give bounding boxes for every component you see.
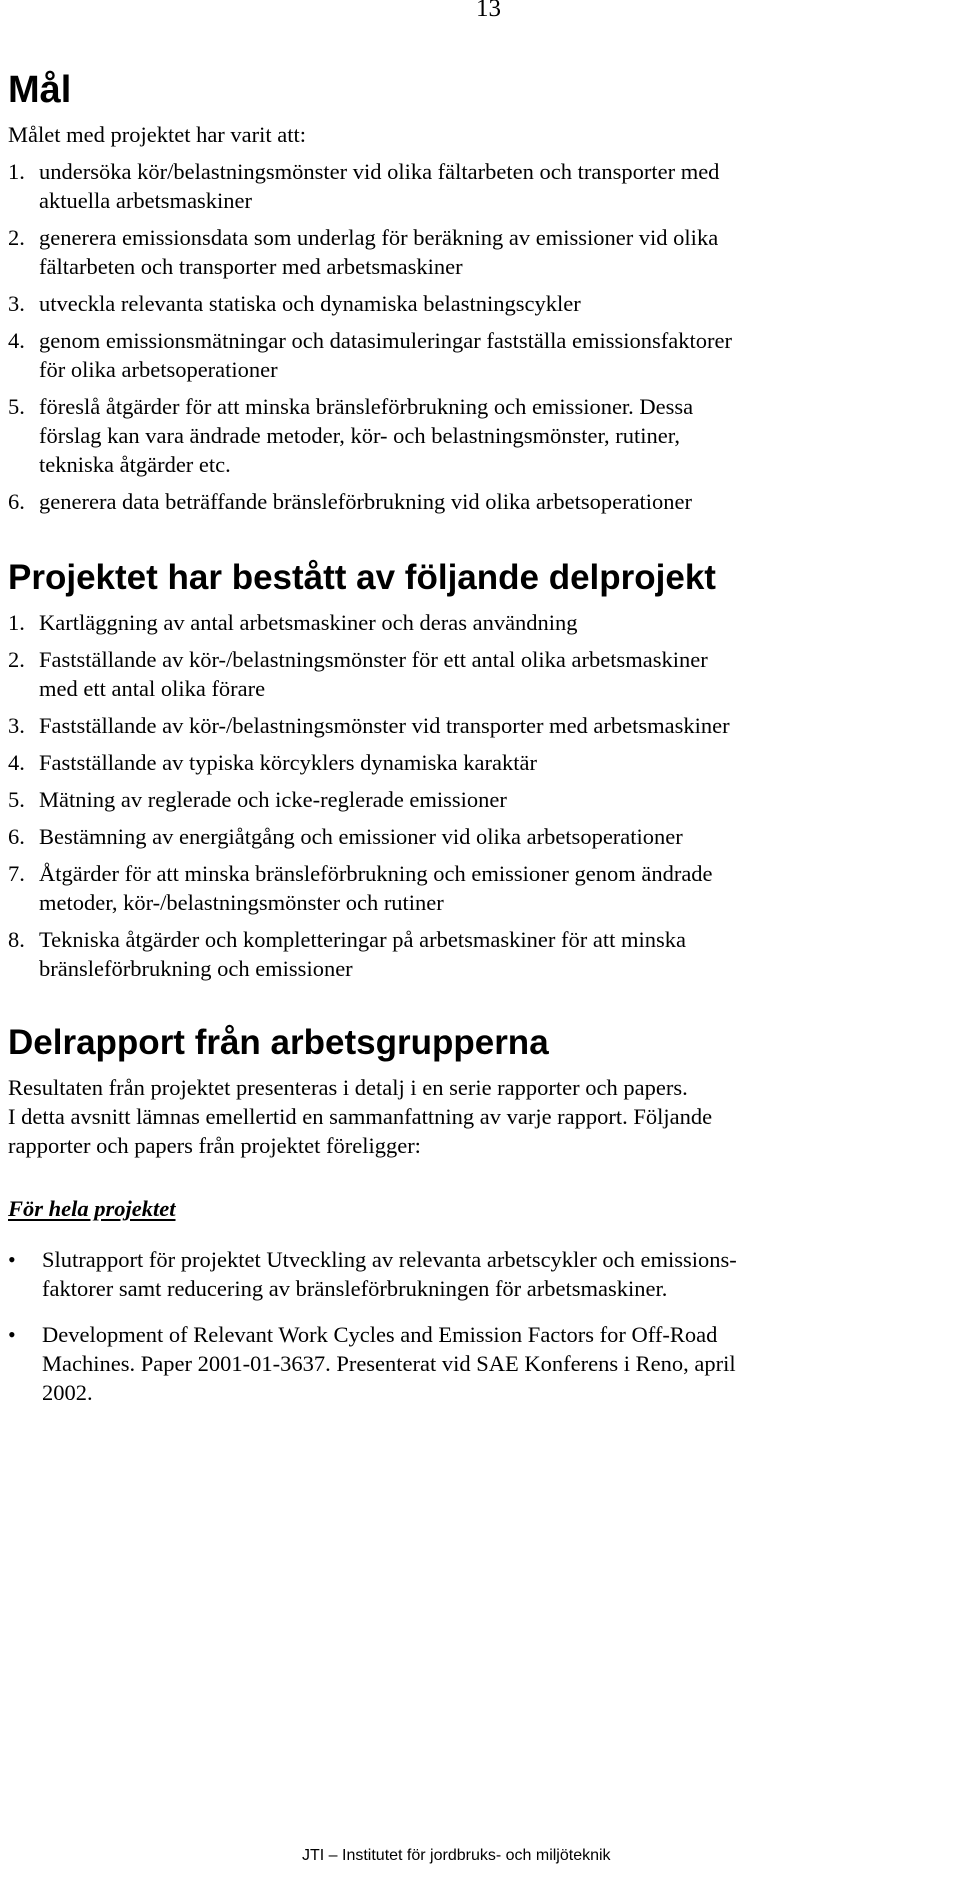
document-body xyxy=(8,66,960,1424)
list-item-number: 3. xyxy=(8,713,25,738)
project-subheading: För hela projektet xyxy=(8,1196,176,1221)
list-item-text: Slutrapport för projektet Utveckling av relevanta arbetscykler och emissions- faktorer samt reducering av bränsleförbrukningen för arbetsmaskiner. xyxy=(42,1247,737,1301)
list-item-number: 1. xyxy=(8,610,25,635)
goals-heading: Mål xyxy=(8,69,72,111)
list-item xyxy=(8,223,960,281)
reports-heading: Delrapport från arbetsgrupperna xyxy=(8,1023,549,1062)
list-item-number: 2. xyxy=(8,225,25,250)
list-item xyxy=(8,925,960,983)
list-item xyxy=(8,157,960,215)
list-item-text: Bestämning av energiåtgång och emissioner vid olika arbetsoperationer xyxy=(39,824,683,849)
reports-paragraph-line: I detta avsnitt lämnas emellertid en sammanfattning av varje rapport. Följande xyxy=(8,1104,713,1129)
list-item xyxy=(8,645,960,703)
list-item-text: utveckla relevanta statiska och dynamiska belastningscykler xyxy=(39,291,581,316)
list-item xyxy=(8,785,960,814)
list-item-text: Fastställande av kör-/belastningsmönster för ett antal olika arbetsmaskiner med ett antal olika förare xyxy=(39,647,708,701)
list-item xyxy=(8,748,960,777)
reports-paragraph-line: rapporter och papers från projektet föreligger: xyxy=(8,1133,421,1158)
list-item-number: 7. xyxy=(8,861,25,886)
list-item-number: 8. xyxy=(8,927,25,952)
reports-paragraph-line: Resultaten från projektet presenteras i detalj i en serie rapporter och papers. xyxy=(8,1075,688,1100)
reports-bullet-list xyxy=(8,1245,960,1407)
list-item-text: Fastställande av kör-/belastningsmönster vid transporter med arbetsmaskiner xyxy=(39,713,730,738)
goals-list xyxy=(8,157,960,516)
list-item xyxy=(8,326,960,384)
list-item xyxy=(8,1245,960,1303)
list-item-number: 5. xyxy=(8,787,25,812)
list-item-text: Fastställande av typiska körcyklers dynamiska karaktär xyxy=(39,750,537,775)
list-item xyxy=(8,392,960,479)
list-item-text: föreslå åtgärder för att minska bränsleförbrukning och emissioner. Dessa förslag kan vara ändrade metoder, kör- och belastningsmönster, rutiner, tekniska åtgärder etc. xyxy=(39,394,694,477)
list-item-text: Tekniska åtgärder och kompletteringar på arbetsmaskiner för att minska bränsleförbrukning och emissioner xyxy=(39,927,686,981)
list-item-text: generera emissionsdata som underlag för beräkning av emissioner vid olika fältarbeten och transporter med arbetsmaskiner xyxy=(39,225,719,279)
list-item-number: 6. xyxy=(8,489,25,514)
list-item-number: 4. xyxy=(8,750,25,775)
list-item-text: Kartläggning av antal arbetsmaskiner och deras användning xyxy=(39,610,578,635)
list-item xyxy=(8,608,960,637)
page-number: 13 xyxy=(476,0,501,22)
bullet-icon: • xyxy=(8,1322,16,1347)
list-item xyxy=(8,859,960,917)
list-item xyxy=(8,289,960,318)
list-item-number: 3. xyxy=(8,291,25,316)
subprojects-heading: Projektet har bestått av följande delprojekt xyxy=(8,558,716,597)
list-item xyxy=(8,822,960,851)
list-item-text: Mätning av reglerade och icke-reglerade emissioner xyxy=(39,787,507,812)
list-item-text: generera data beträffande bränsleförbrukning vid olika arbetsoperationer xyxy=(39,489,693,514)
goals-intro: Målet med projektet har varit att: xyxy=(8,122,307,147)
list-item-number: 1. xyxy=(8,159,25,184)
list-item xyxy=(8,487,960,516)
list-item-text: Åtgärder för att minska bränsleförbrukning och emissioner genom ändrade metoder, kör-/belastningsmönster och rutiner xyxy=(39,861,713,915)
list-item-text: Development of Relevant Work Cycles and Emission Factors for Off-Road Machines. Paper 2001-01-3637. Presenterat vid SAE Konferens i Reno, april 2002. xyxy=(42,1322,736,1405)
list-item xyxy=(8,711,960,740)
subprojects-list xyxy=(8,608,960,983)
list-item-text: genom emissionsmätningar och datasimuleringar fastställa emissionsfaktorer för olika arbetsoperationer xyxy=(39,328,732,382)
list-item-number: 5. xyxy=(8,394,25,419)
list-item xyxy=(8,1320,960,1407)
list-item-text: undersöka kör/belastningsmönster vid olika fältarbeten och transporter med aktuella arbetsmaskiner xyxy=(39,159,720,213)
page-footer: JTI – Institutet för jordbruks- och miljöteknik xyxy=(302,1847,611,1864)
bullet-icon: • xyxy=(8,1247,16,1272)
list-item-number: 4. xyxy=(8,328,25,353)
list-item-number: 6. xyxy=(8,824,25,849)
list-item-number: 2. xyxy=(8,647,25,672)
